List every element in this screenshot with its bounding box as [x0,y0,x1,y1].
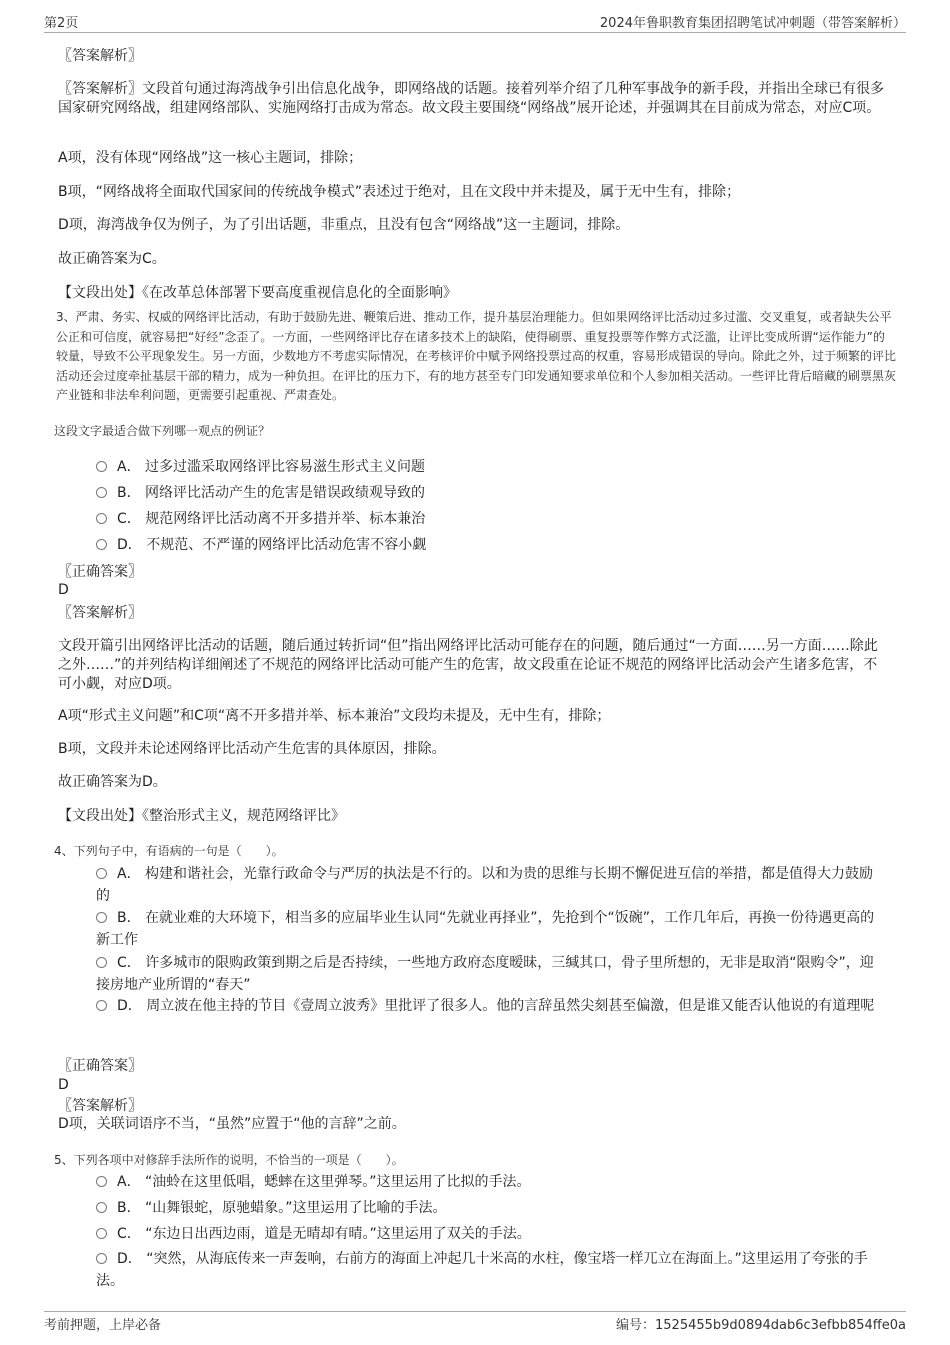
radio-icon[interactable] [96,539,107,550]
radio-icon[interactable] [96,1202,107,1213]
radio-icon[interactable] [96,868,107,879]
radio-icon[interactable] [96,1228,107,1239]
source: 【文段出处】《整治形式主义，规范网络评比》 [58,808,345,824]
option-label: B． 网络评比活动产生的危害是错误政绩观导致的 [117,485,426,501]
document-id: 编号：1525455b9d0894dab6c3efbb854ffe0a [616,1318,906,1333]
analysis-text: 〖答案解析〗文段首句通过海湾战争引出信息化战争，即网络战的话题。接着列举介绍了几种军事战争的新手段，并指出全球已有很多国家研究网络战，组建网络部队、实施网络打击成为常态。故文段主要围绕“网络战”展开论述，并强调其在目前成为常态，对应C项。 [58,81,884,116]
option-label: A． 构建和谐社会，光靠行政命令与严厉的执法是不行的。以和为贵的思维与长期不懈促进互信的举措，都是值得大力鼓励的 [96,866,874,904]
analysis-label: 〖答案解析〗 [58,605,142,621]
radio-icon[interactable] [96,957,107,968]
option-label: C． “东边日出西边雨，道是无晴却有晴。”这里运用了双关的手法。 [117,1226,531,1242]
option-label: A． 过多过滥采取网络评比容易滋生形式主义问题 [117,459,426,475]
radio-icon[interactable] [96,1000,107,1011]
radio-icon[interactable] [96,461,107,472]
analysis-d: D项，海湾战争仅为例子，为了引出话题，非重点，且没有包含“网络战”这一主题词，排除。 [58,217,630,233]
radio-icon[interactable] [96,487,107,498]
source: 【文段出处】《在改革总体部署下要高度重视信息化的全面影响》 [58,285,457,301]
radio-icon[interactable] [96,513,107,524]
analysis-label: 〖答案解析〗 [58,1098,142,1114]
option-c[interactable] [96,952,886,996]
option-label: B． 在就业难的大环境下，相当多的应届毕业生认同“先就业再择业”，先抢到个“饭碗”，工作几年后，再换一份待遇更高的新工作 [96,910,875,948]
question-3-stem: 3、严肃、务实、权威的网络评比活动，有助于鼓励先进、鞭策后进、推动工作，提升基层治理能力。但如果网络评比活动过多过滥、交叉重复，或者缺失公平公正和可信度，就容易把“好经”念歪了。一方面，一些网络评比存在诸多技术上的缺陷，使得刷票、重复投票等作弊方式泛滥，让评比变成所谓“运作能力”的较量，导致不公平现象发生。另一方面，少数地方不考虑实际情况，在考核评价中赋予网络投票过高的权重，容易形成错误的导向。除此之外，过于频繁的评比活动还会过度牵扯基层干部的精力，成为一种负担。在评比的压力下，有的地方甚至专门印发通知要求单位和个人参加相关活动。一些评比背后暗藏的刷票黑灰产业链和非法牟利问题，更需要引起重视、严肃查处。 [56,310,897,402]
correct-answer: D [58,582,69,598]
option-label: D． “突然，从海底传来一声轰响，右前方的海面上冲起几十米高的水柱，像宝塔一样兀立在海面上。”这里运用了夸张的手法。 [96,1251,868,1289]
option-label: C． 许多城市的限购政策到期之后是否持续，一些地方政府态度暧昧，三缄其口，骨子里所想的，无非是取消“限购令”，迎接房地产业所谓的“春天” [96,955,874,993]
conclusion: 故正确答案为D。 [58,774,167,790]
question-3-prompt: 这段文字最适合做下列哪一观点的例证？ [54,424,271,438]
option-b[interactable] [96,1197,886,1219]
footer-divider [44,1311,906,1312]
radio-icon[interactable] [96,1253,107,1264]
page-number: 第2页 [44,16,79,31]
option-d[interactable] [96,995,886,1017]
question-5-stem: 5、下列各项中对修辞手法所作的说明，不恰当的一项是（ ）。 [54,1153,404,1167]
option-label: D． 不规范、不严谨的网络评比活动危害不容小觑 [117,537,427,553]
option-d[interactable] [96,534,886,556]
option-label: A． “油蛉在这里低唱，蟋蟀在这里弹琴。”这里运用了比拟的手法。 [117,1174,531,1190]
radio-icon[interactable] [96,912,107,923]
correct-label: 〖正确答案〗 [58,1058,142,1074]
analysis-b: B项，文段并未论述网络评比活动产生危害的具体原因，排除。 [58,741,446,757]
analysis-b: B项，“网络战将全面取代国家间的传统战争模式”表述过于绝对，且在文段中并未提及，属于无中生有，排除； [58,184,741,200]
analysis-ac: A项“形式主义问题”和C项“离不开多措并举、标本兼治”文段均未提及，无中生有，排除； [58,708,611,724]
option-c[interactable] [96,1223,886,1245]
option-label: B． “山舞银蛇，原驰蜡象。”这里运用了比喻的手法。 [117,1200,447,1216]
analysis-text: D项，关联词语序不当，“虽然”应置于“他的言辞”之前。 [58,1116,406,1132]
radio-icon[interactable] [96,1176,107,1187]
option-d[interactable] [96,1248,886,1292]
option-a[interactable] [96,863,886,907]
header-divider [44,32,906,33]
document-title: 2024年鲁职教育集团招聘笔试冲刺题（带答案解析） [599,16,906,31]
option-b[interactable] [96,482,886,504]
conclusion: 故正确答案为C。 [58,251,166,267]
option-b[interactable] [96,907,886,951]
option-label: D． 周立波在他主持的节目《壹周立波秀》里批评了很多人。他的言辞虽然尖刻甚至偏激，但是谁又能否认他说的有道理呢 [117,998,875,1014]
analysis-text: 文段开篇引出网络评比活动的话题，随后通过转折词“但”指出网络评比活动可能存在的问题，随后通过“一方面……另一方面……除此之外……”的并列结构详细阐述了不规范的网络评比活动可能产生的危害，故文段重在论证不规范的网络评比活动会产生诸多危害，不可小觑，对应D项。 [58,638,878,692]
option-a[interactable] [96,1171,886,1193]
option-a[interactable] [96,456,886,478]
analysis-a: A项，没有体现“网络战”这一核心主题词，排除； [58,150,363,166]
question-4-stem: 4、下列句子中，有语病的一句是（ ）。 [54,844,284,858]
correct-label: 〖正确答案〗 [58,564,142,580]
analysis-label: 〖答案解析〗 [58,48,142,64]
option-label: C． 规范网络评比活动离不开多措并举、标本兼治 [117,511,426,527]
footer-slogan: 考前押题，上岸必备 [44,1318,162,1333]
correct-answer: D [58,1077,69,1093]
option-c[interactable] [96,508,886,530]
